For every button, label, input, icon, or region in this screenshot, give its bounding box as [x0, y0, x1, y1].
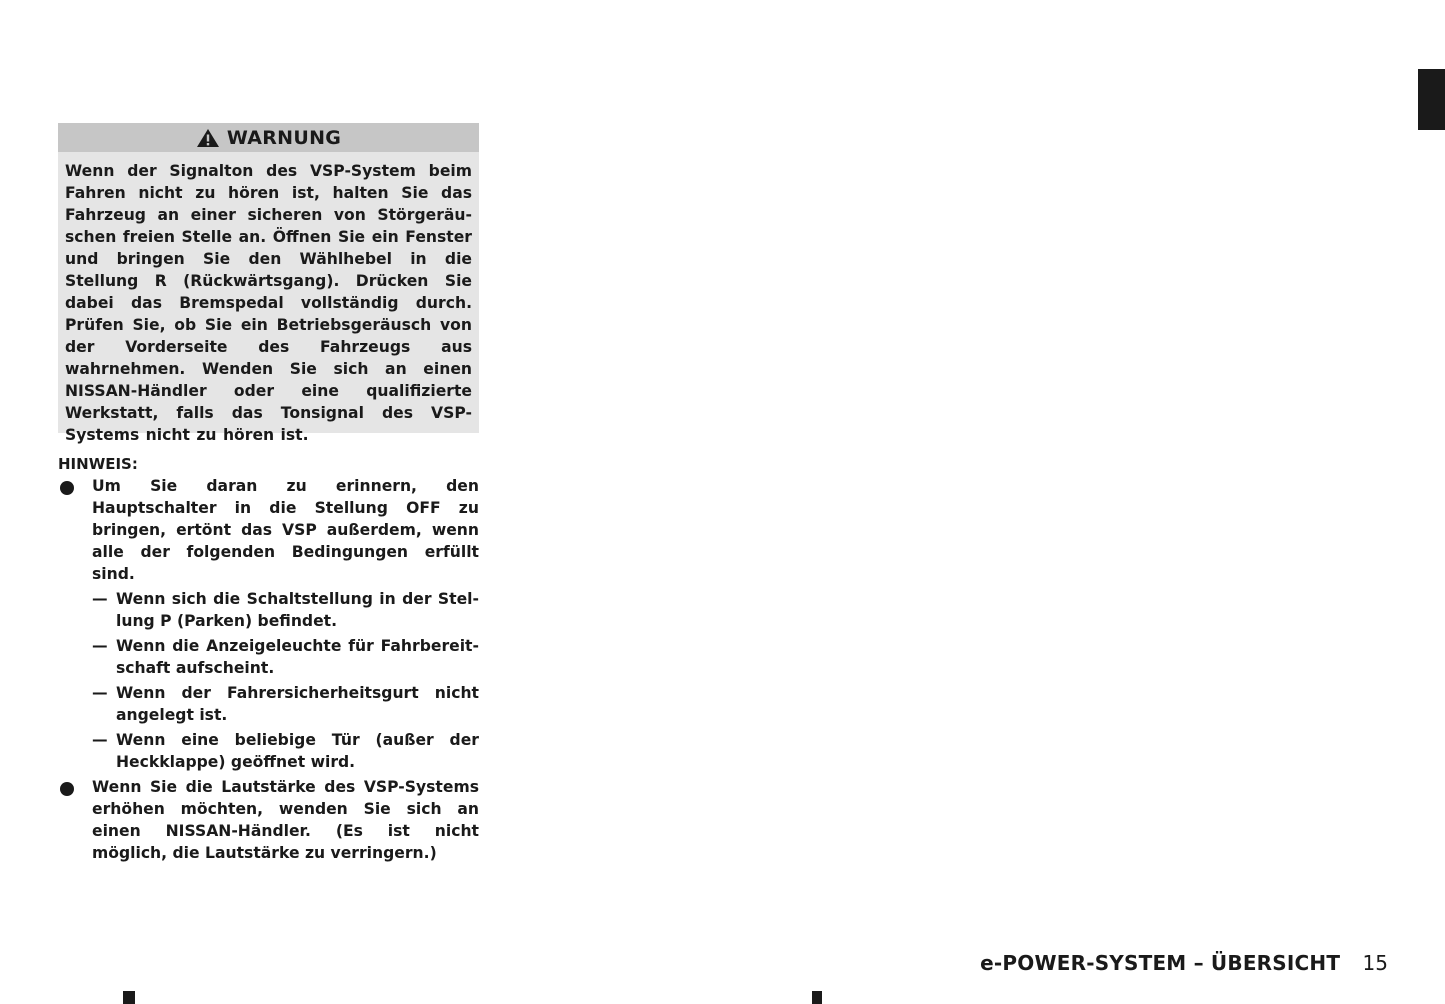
condition-item	[92, 635, 479, 679]
note-bullet-item	[58, 776, 479, 864]
condition-text: Wenn sich die Schaltstellung in der Stellung P (Parken) befindet.	[116, 590, 479, 630]
page-number: 15	[1362, 951, 1388, 975]
note-title: HINWEIS:	[58, 455, 138, 473]
bullet-icon	[60, 782, 74, 796]
condition-text: Wenn die Anzeigeleuchte für Fahrbereitschaft aufscheint.	[116, 637, 479, 677]
warning-triangle-icon	[196, 128, 220, 148]
dash-icon: —	[92, 637, 108, 655]
note-section	[58, 453, 479, 864]
condition-item	[92, 729, 479, 773]
dash-icon: —	[92, 684, 108, 702]
dash-icon: —	[92, 731, 108, 749]
note-bullet-text: Wenn Sie die Lautstärke des VSP-Systems erhöhen möchten, wenden Sie sich an einen NISSAN-Händler. (Es ist nicht möglich, die Lautstärke zu verringern.)	[92, 778, 479, 862]
warning-text: Wenn der Signalton des VSP-System beim Fahren nicht zu hören ist, halten Sie das Fahrzeug an einer sicheren von Störgeräuschen freien Stelle an. Öffnen Sie ein Fenster und bringen Sie den Wählhebel in die Stellung R (Rückwärtsgang). Drücken Sie dabei das Bremspedal vollständig durch. Prüfen Sie, ob Sie ein Betriebsgeräusch von der Vorderseite des Fahrzeugs aus wahrnehmen. Wenden Sie sich an einen NISSAN-Händler oder eine qualifizierte Werkstatt, falls das Tonsignal des VSP-Systems nicht zu hören ist.	[65, 162, 472, 444]
crop-mark-left	[123, 991, 135, 1004]
warning-title: WARNUNG	[226, 126, 342, 149]
condition-item	[92, 682, 479, 726]
condition-item	[92, 588, 479, 632]
dash-icon: —	[92, 590, 108, 608]
condition-text: Wenn eine beliebige Tür (außer der Heckklappe) geöffnet wird.	[116, 731, 479, 771]
condition-list	[92, 588, 479, 773]
note-bullet-text: Um Sie daran zu erinnern, den Hauptschalter in die Stellung OFF zu bringen, ertönt das VSP außerdem, wenn alle der folgenden Bedingungen erfüllt sind.	[92, 477, 479, 583]
warning-box	[58, 123, 479, 444]
bullet-icon	[60, 481, 74, 495]
section-thumb-tab	[1418, 69, 1445, 130]
page-footer	[900, 948, 1388, 978]
section-title: e-POWER-SYSTEM – ÜBERSICHT	[980, 951, 1341, 975]
warning-header	[58, 123, 479, 152]
note-bullet-item	[58, 475, 479, 585]
condition-text: Wenn der Fahrersicherheitsgurt nicht angelegt ist.	[116, 684, 479, 724]
crop-mark-right	[812, 991, 822, 1004]
